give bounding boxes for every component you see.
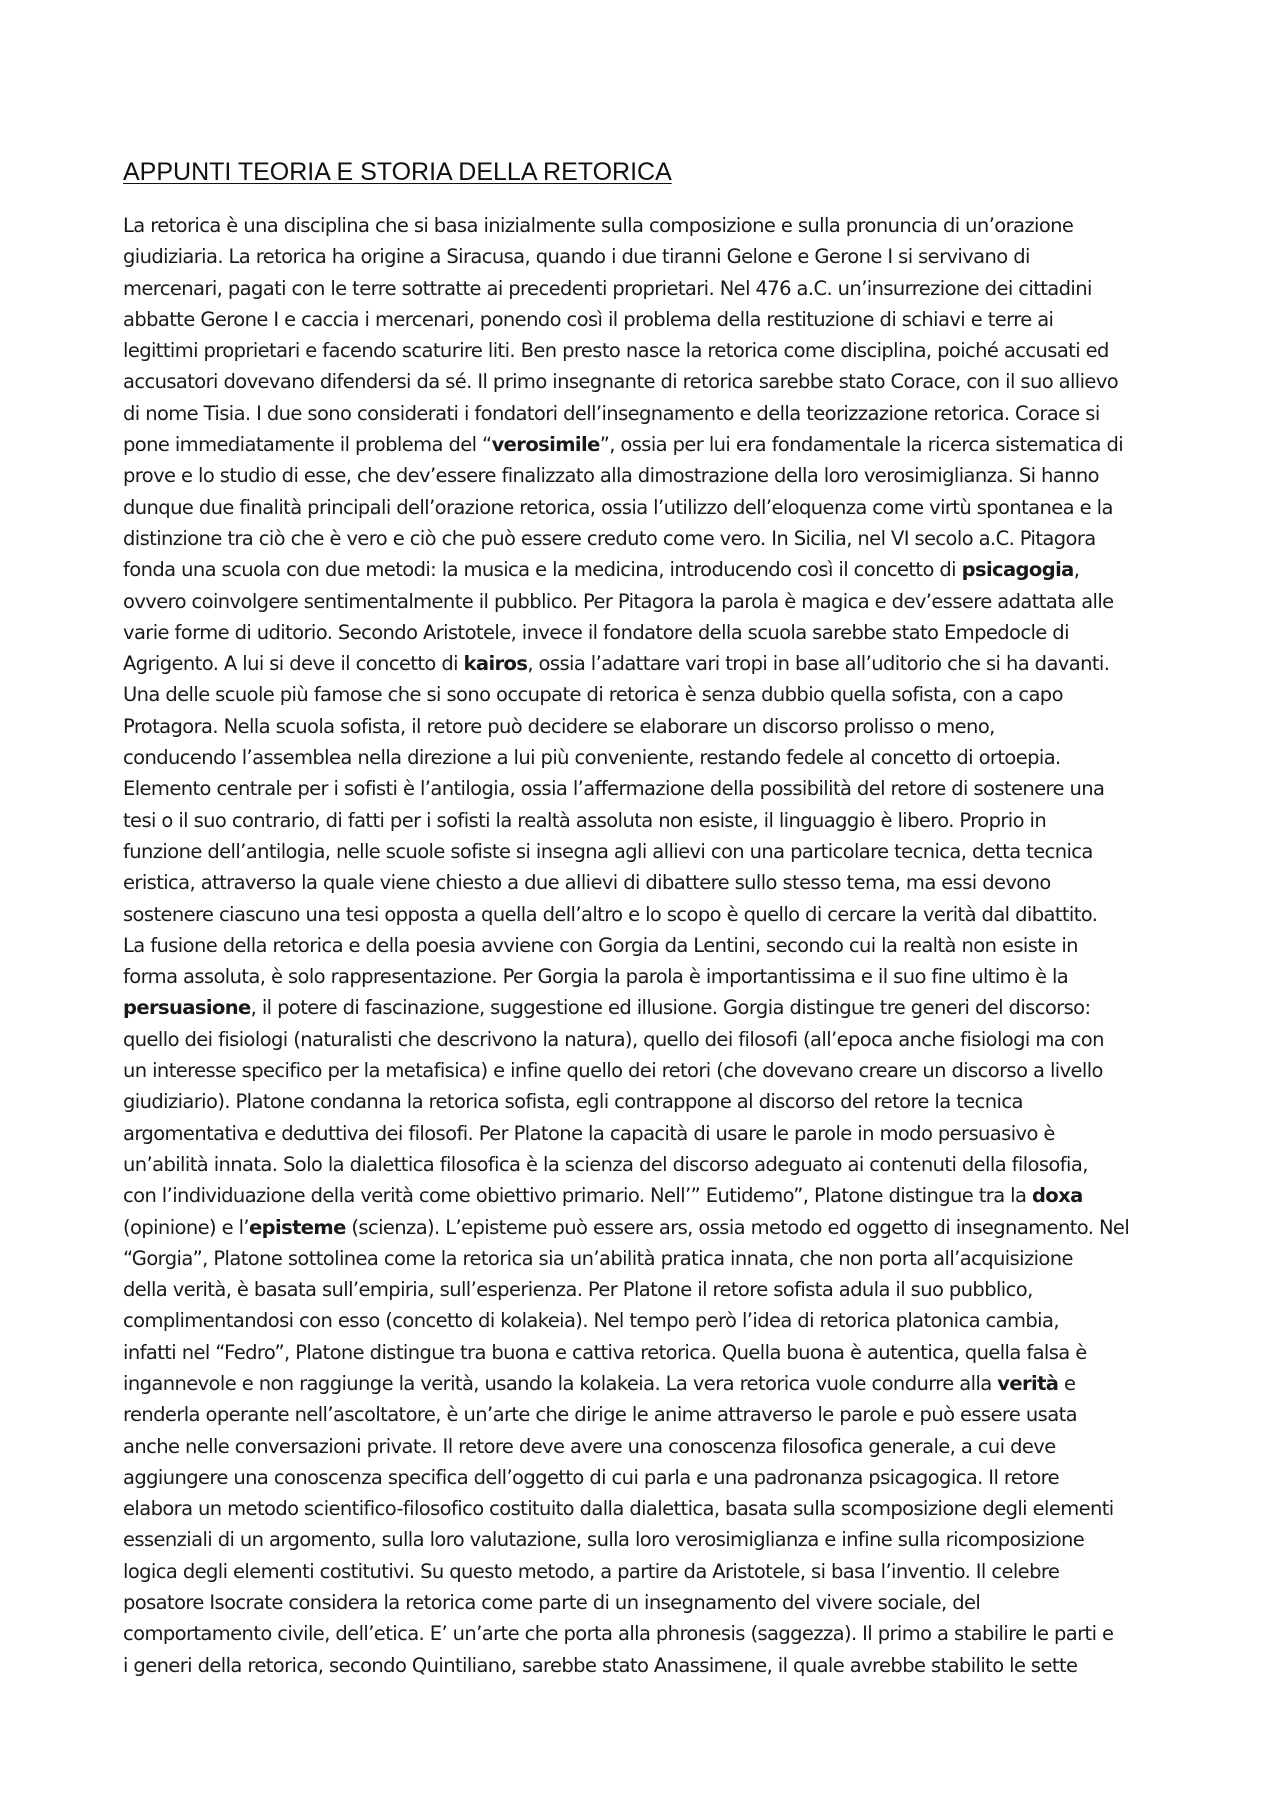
text-segment: abbatte Gerone I e caccia i mercenari, ponendo così il problema della restituzione di schiavi e terre ai — [123, 307, 1054, 331]
text-line — [123, 899, 1173, 930]
text-line — [123, 1431, 1173, 1462]
text-segment: ingannevole e non raggiunge la verità, usando la kolakeia. La vera retorica vuole condurre alla — [123, 1371, 998, 1395]
bold-term: verosimile — [491, 433, 600, 457]
text-segment: forma assoluta, è solo rappresentazione. Per Gorgia la parola è importantissima e il suo fine ultimo è la — [123, 965, 1069, 989]
text-line — [123, 1149, 1173, 1180]
text-line — [123, 1524, 1173, 1555]
text-line — [123, 1180, 1173, 1211]
text-segment: distinzione tra ciò che è vero e ciò che può essere creduto come vero. In Sicilia, nel VI secolo a.C. Pitagora — [123, 526, 1096, 550]
text-line — [123, 1243, 1173, 1274]
text-segment: logica degli elementi costitutivi. Su questo metodo, a partire da Aristotele, si basa l’inventio. Il celebre — [123, 1559, 1060, 1583]
text-segment: argomentativa e deduttiva dei filosofi. Per Platone la capacità di usare le parole in modo persuasivo è — [123, 1121, 1055, 1145]
text-segment: un’abilità innata. Solo la dialettica filosofica è la scienza del discorso adeguato ai contenuti della filosofia, — [123, 1152, 1088, 1176]
text-line — [123, 1274, 1173, 1305]
text-segment: dunque due finalità principali dell’orazione retorica, ossia l’utilizzo dell’eloquenza come virtù spontanea e la — [123, 495, 1113, 519]
text-line — [123, 1462, 1173, 1493]
bold-term: doxa — [1031, 1184, 1083, 1208]
text-segment: infatti nel “Fedro”, Platone distingue tra buona e cattiva retorica. Quella buona è autentica, quella falsa è — [123, 1340, 1087, 1364]
text-segment: “Gorgia”, Platone sottolinea come la retorica sia un’abilità pratica innata, che non porta all’acquisizione — [123, 1246, 1073, 1270]
text-segment: aggiungere una conoscenza specifica dell’oggetto di cui parla e una padronanza psicagogica. Il retore — [123, 1465, 1060, 1489]
document-title: APPUNTI TEORIA E STORIA DELLA RETORICA — [123, 158, 672, 186]
bold-term: kairos — [463, 652, 528, 676]
text-segment: un interesse specifico per la metafisica) e infine quello dei retori (che dovevano creare un discorso a livello — [123, 1059, 1103, 1083]
text-line — [123, 1055, 1173, 1086]
text-segment: , il potere di fascinazione, suggestione ed illusione. Gorgia distingue tre generi del discorso: — [250, 996, 1091, 1020]
text-line — [123, 429, 1173, 460]
text-line — [123, 1305, 1173, 1336]
text-line — [123, 1118, 1173, 1149]
text-line — [123, 773, 1173, 804]
text-line — [123, 1399, 1173, 1430]
text-segment: (scienza). L’episteme può essere ars, ossia metodo ed oggetto di insegnamento. Nel — [345, 1215, 1130, 1239]
text-segment: essenziali di un argomento, sulla loro valutazione, sulla loro verosimiglianza e infine sulla ricomposizione — [123, 1528, 1085, 1552]
text-segment: , — [1073, 558, 1080, 582]
text-segment: La fusione della retorica e della poesia avviene con Gorgia da Lentini, secondo cui la realtà non esiste in — [123, 933, 1078, 957]
text-segment: Una delle scuole più famose che si sono occupate di retorica è senza dubbio quella sofista, con a capo — [123, 683, 1063, 707]
text-line — [123, 366, 1173, 397]
text-line — [123, 210, 1173, 241]
document-body — [123, 210, 1173, 1681]
text-segment: della verità, è basata sull’empiria, sull’esperienza. Per Platone il retore sofista adula il suo pubblico, — [123, 1278, 1033, 1302]
text-segment: complimentandosi con esso (concetto di kolakeia). Nel tempo però l’idea di retorica platonica cambia, — [123, 1309, 1059, 1333]
text-line — [123, 1337, 1173, 1368]
text-segment: quello dei fisiologi (naturalisti che descrivono la natura), quello dei filosofi (all’epoca anche fisiologi ma con — [123, 1027, 1104, 1051]
text-line — [123, 1368, 1173, 1399]
text-segment: ”, ossia per lui era fondamentale la ricerca sistematica di — [599, 433, 1124, 457]
bold-term: psicagogia — [961, 558, 1074, 582]
text-line — [123, 398, 1173, 429]
text-line — [123, 1086, 1173, 1117]
text-segment: i generi della retorica, secondo Quintiliano, sarebbe stato Anassimene, il quale avrebbe stabilito le sette — [123, 1653, 1078, 1677]
text-segment: prove e lo studio di esse, che dev’essere finalizzato alla dimostrazione della loro verosimiglianza. Si hanno — [123, 464, 1099, 488]
text-segment: con l’individuazione della verità come obiettivo primario. Nell’” Eutidemo”, Platone distingue tra la — [123, 1184, 1032, 1208]
text-segment: mercenari, pagati con le terre sottratte ai precedenti proprietari. Nel 476 a.C. un’insurrezione dei cittadini — [123, 276, 1092, 300]
text-line — [123, 742, 1173, 773]
bold-term: verità — [997, 1371, 1059, 1395]
text-segment: posatore Isocrate considera la retorica come parte di un insegnamento del vivere sociale, del — [123, 1591, 981, 1615]
text-line — [123, 679, 1173, 710]
text-segment: Elemento centrale per i sofisti è l’antilogia, ossia l’affermazione della possibilità del retore di sostenere una — [123, 777, 1105, 801]
bold-term: episteme — [249, 1215, 346, 1239]
text-segment: renderla operante nell’ascoltatore, è un’arte che dirige le anime attraverso le parole e può essere usata — [123, 1403, 1077, 1427]
text-line — [123, 930, 1173, 961]
text-line — [123, 1650, 1173, 1681]
text-line — [123, 273, 1173, 304]
text-line — [123, 523, 1173, 554]
text-segment: giudiziario). Platone condanna la retorica sofista, egli contrappone al discorso del retore la tecnica — [123, 1090, 1023, 1114]
text-segment: Agrigento. A lui si deve il concetto di — [123, 652, 464, 676]
text-segment: (opinione) e l’ — [123, 1215, 250, 1239]
text-segment: e — [1058, 1371, 1076, 1395]
text-line — [123, 711, 1173, 742]
text-line — [123, 492, 1173, 523]
text-segment: elabora un metodo scientifico-filosofico costituito dalla dialettica, basata sulla scomposizione degli elementi — [123, 1497, 1114, 1521]
text-segment: conducendo l’assemblea nella direzione a lui più conveniente, restando fedele al concetto di ortoepia. — [123, 746, 1061, 770]
text-line — [123, 1587, 1173, 1618]
text-line — [123, 335, 1173, 366]
text-line — [123, 304, 1173, 335]
text-segment: legittimi proprietari e facendo scaturire liti. Ben presto nasce la retorica come disciplina, poiché accusati ed — [123, 339, 1109, 363]
text-segment: La retorica è una disciplina che si basa inizialmente sulla composizione e sulla pronuncia di un’orazione — [123, 214, 1074, 237]
text-line — [123, 867, 1173, 898]
text-segment: anche nelle conversazioni private. Il retore deve avere una conoscenza filosofica generale, a cui deve — [123, 1434, 1056, 1458]
bold-term: persuasione — [123, 996, 251, 1020]
text-segment: funzione dell’antilogia, nelle scuole sofiste si insegna agli allievi con una particolare tecnica, detta tecnica — [123, 839, 1093, 863]
text-line — [123, 241, 1173, 272]
text-line — [123, 1212, 1173, 1243]
text-line — [123, 554, 1173, 585]
text-line — [123, 1618, 1173, 1649]
text-line — [123, 992, 1173, 1023]
text-line — [123, 961, 1173, 992]
text-line — [123, 1024, 1173, 1055]
text-line — [123, 836, 1173, 867]
text-segment: , ossia l’adattare vari tropi in base all’uditorio che si ha davanti. — [527, 652, 1110, 676]
text-segment: eristica, attraverso la quale viene chiesto a due allievi di dibattere sullo stesso tema, ma essi devono — [123, 871, 1051, 895]
text-segment: comportamento civile, dell’etica. E’ un’arte che porta alla phronesis (saggezza). Il primo a stabilire le parti e — [123, 1622, 1114, 1646]
text-line — [123, 1493, 1173, 1524]
text-segment: sostenere ciascuno una tesi opposta a quella dell’altro e lo scopo è quello di cercare la verità dal dibattito. — [123, 902, 1098, 926]
text-line — [123, 617, 1173, 648]
text-segment: pone immediatamente il problema del “ — [123, 433, 492, 457]
text-segment: varie forme di uditorio. Secondo Aristotele, invece il fondatore della scuola sarebbe stato Empedocle di — [123, 620, 1069, 644]
text-line — [123, 648, 1173, 679]
text-segment: tesi o il suo contrario, di fatti per i sofisti la realtà assoluta non esiste, il linguaggio è libero. Proprio in — [123, 808, 1047, 832]
text-segment: giudiziaria. La retorica ha origine a Siracusa, quando i due tiranni Gelone e Gerone I si servivano di — [123, 245, 1030, 269]
text-line — [123, 1556, 1173, 1587]
text-segment: di nome Tisia. I due sono considerati i fondatori dell’insegnamento e della teorizzazione retorica. Corace si — [123, 401, 1100, 425]
text-line — [123, 586, 1173, 617]
text-segment: ovvero coinvolgere sentimentalmente il pubblico. Per Pitagora la parola è magica e dev’essere adattata alle — [123, 589, 1114, 613]
text-segment: Protagora. Nella scuola sofista, il retore può decidere se elaborare un discorso prolisso o meno, — [123, 714, 995, 738]
text-line — [123, 460, 1173, 491]
text-segment: fonda una scuola con due metodi: la musica e la medicina, introducendo così il concetto di — [123, 558, 962, 582]
text-line — [123, 805, 1173, 836]
text-segment: accusatori dovevano difendersi da sé. Il primo insegnante di retorica sarebbe stato Corace, con il suo allievo — [123, 370, 1119, 394]
